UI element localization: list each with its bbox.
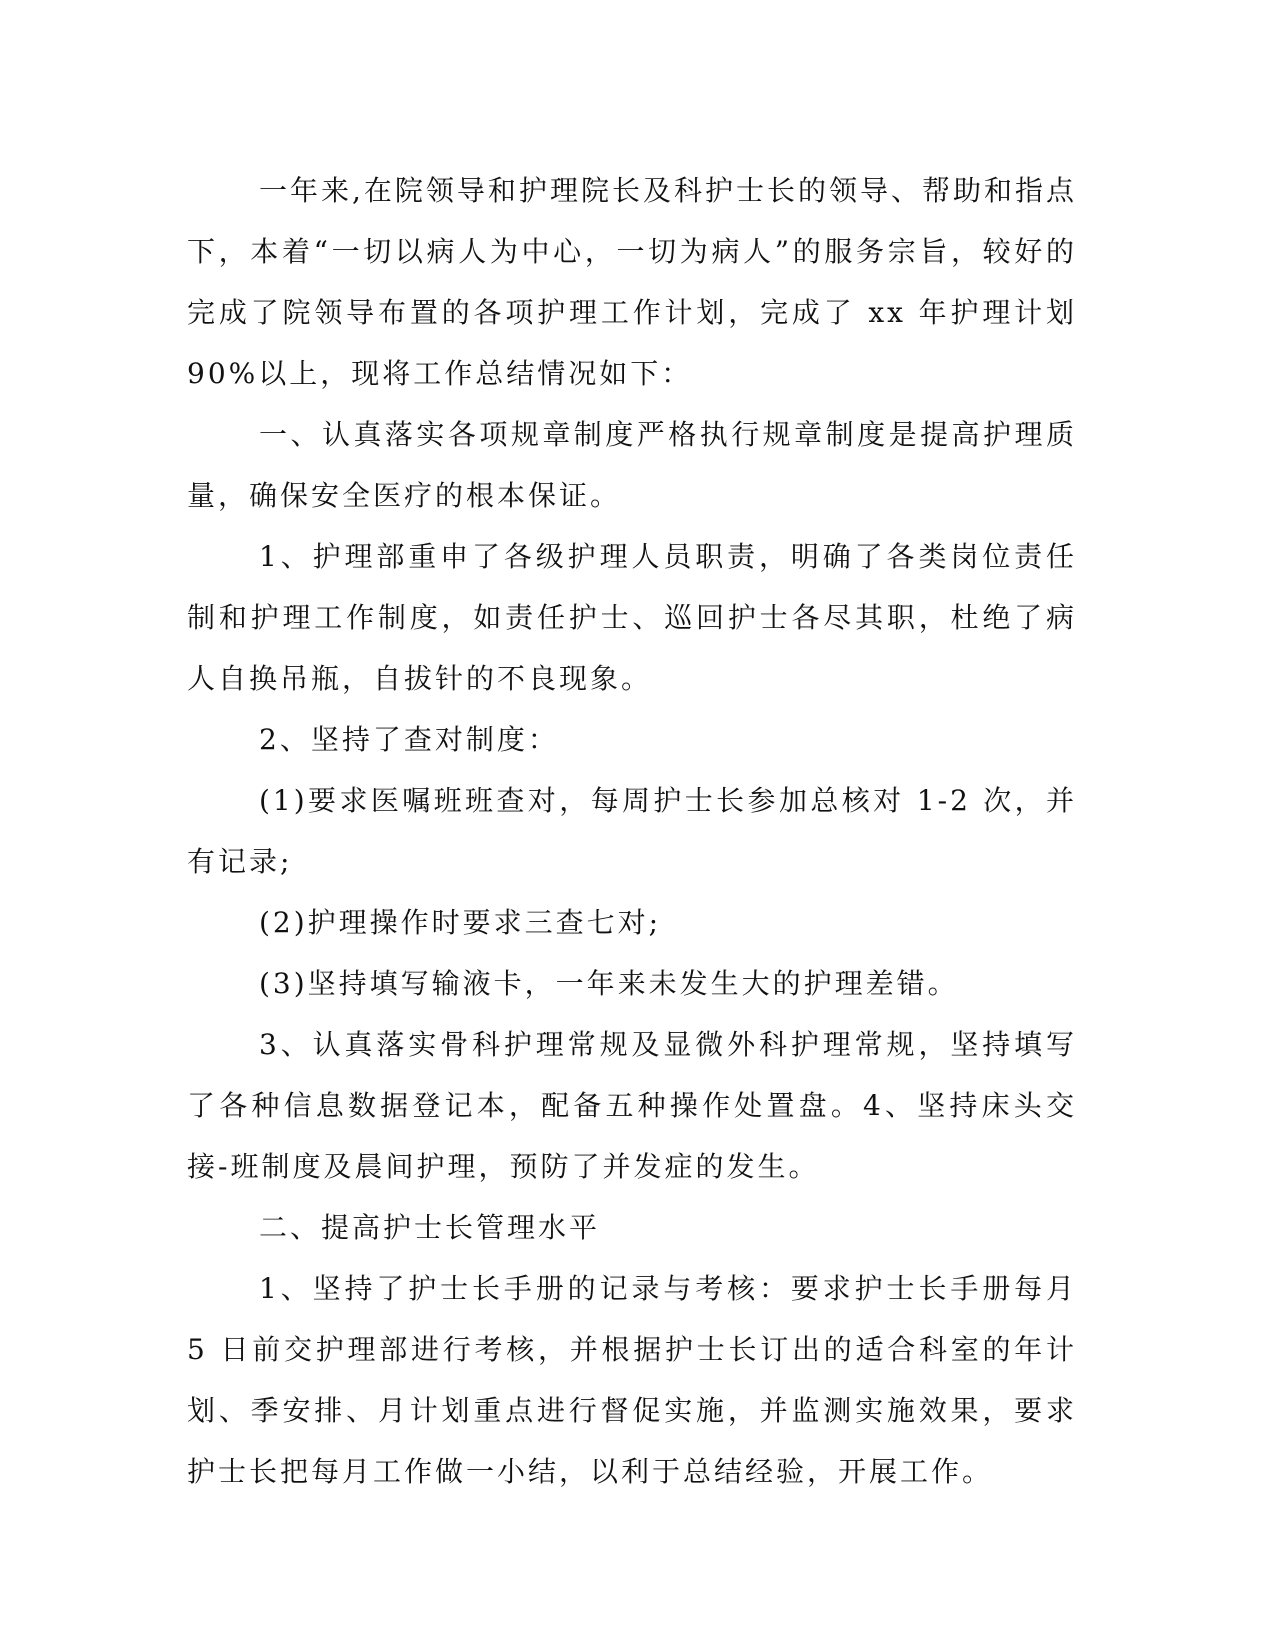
document-body: [187, 160, 1077, 1502]
paragraph-subitem-2: (2)护理操作时要求三查七对;: [259, 906, 662, 939]
paragraph-subitem-3: (3)坚持填写输液卡，一年来未发生大的护理差错。: [259, 967, 959, 1000]
paragraph-item-3-4: 3、认真落实骨科护理常规及显微外科护理常规，坚持填写了各种信息数据登记本，配备五种操作处置盘。4、坚持床头交接-班制度及晨间护理，预防了并发症的发生。: [187, 1028, 1077, 1183]
paragraph-section-2-heading: 二、提高护士长管理水平: [259, 1211, 601, 1244]
paragraph-intro: 一年来,在院领导和护理院长及科护士长的领导、帮助和指点下，本着“一切以病人为中心，一切为病人”的服务宗旨，较好的完成了院领导布置的各项护理工作计划，完成了 xx 年护理计划 90%以上，现将工作总结情况如下：: [187, 174, 1077, 390]
paragraph-section-1-heading: 一、认真落实各项规章制度严格执行规章制度是提高护理质量，确保安全医疗的根本保证。: [187, 418, 1077, 512]
paragraph-section-2-item-1: 1、坚持了护士长手册的记录与考核：要求护士长手册每月 5 日前交护理部进行考核，并根据护士长订出的适合科室的年计划、季安排、月计划重点进行督促实施，并监测实施效果，要求护士长把每月工作做一小结，以利于总结经验，开展工作。: [187, 1272, 1077, 1488]
paragraph-item-2: 2、坚持了查对制度：: [259, 723, 559, 756]
paragraph-subitem-1: (1)要求医嘱班班查对，每周护士长参加总核对 1-2 次，并有记录;: [187, 784, 1077, 878]
paragraph-item-1: 1、护理部重申了各级护理人员职责，明确了各类岗位责任制和护理工作制度，如责任护士、巡回护士各尽其职，杜绝了病人自换吊瓶，自拔针的不良现象。: [187, 540, 1077, 695]
